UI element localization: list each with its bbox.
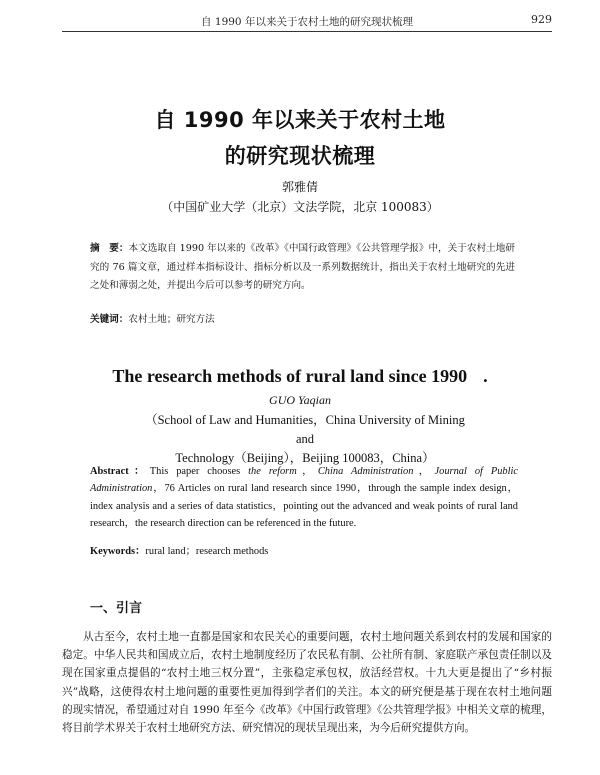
- en-abstract: [90, 463, 518, 532]
- en-abstract-journal1: the reform: [248, 466, 297, 477]
- en-title: [0, 366, 600, 387]
- en-affiliation-line1: （School of Law and Humanities，China University of Mining and: [145, 413, 465, 446]
- cn-affiliation: （中国矿业大学（北京）文法学院，北京 100083）: [161, 200, 439, 214]
- en-abstract-sep2: ，: [413, 466, 435, 477]
- en-author: GUO Yaqian: [269, 393, 331, 407]
- cn-abstract: [90, 240, 515, 296]
- en-abstract-journal2: China Administration: [317, 466, 414, 477]
- cn-keywords-text: 农村土地；研究方法: [128, 314, 215, 325]
- section-heading: 一、引言: [90, 601, 143, 616]
- en-abstract-sep1: ，: [296, 466, 318, 477]
- body-paragraph: 从古至今，农村土地一直都是国家和农民关心的重要问题，农村土地问题关系到农村的发展和国家的稳定。中华人民共和国成立后，农村土地制度经历了农民私有制、公社所有制、家庭联产承包责任制以及现在国家重点提倡的“农村土地三权分置”，主张稳定承包权，放活经营权。十九大更是提出了“乡村振兴”战略，这使得农村土地问题的重要性更加得到学者们的关注。本文的研究便是基于现在农村土地问题的现实情况，希望通过对自 1990 年至今《改革》《中国行政管理》《公共管理学报》中相关文章的梳理，将目前学术界关于农村土地研究方法、研究情况的现状呈现出来，为今后研究提供方向。: [62, 631, 552, 735]
- cn-abstract-text: 本文选取自 1990 年以来的《改革》《中国行政管理》《公共管理学报》中，关于农村土地研究的 76 篇文章，通过样本指标设计、指标分析以及一系列数据统计，指出关于农村土地研究的先进之处和薄弱之处，并提出今后可以参考的研究方向。: [90, 243, 515, 291]
- cn-keywords-label: 关键词：: [90, 314, 129, 325]
- en-affiliation: [140, 411, 470, 468]
- en-abstract-label: Abstract：: [90, 466, 150, 477]
- cn-title-line1: 自 1990 年以来关于农村土地: [154, 108, 446, 132]
- en-keywords: [90, 543, 518, 560]
- en-title-mark: .: [483, 366, 488, 386]
- en-abstract-part2: ，76 Articles on rural land research since 1990，through the sample index design，index analysis and a series of data statistics，pointing out the advanced and weak points of rural land research，the research direction can be referenced in the future.: [90, 483, 518, 529]
- page-number: 929: [531, 13, 552, 26]
- en-abstract-journal3: Journal of Public Administration: [90, 466, 518, 495]
- header-rule: [62, 31, 552, 32]
- en-keywords-text: rural land；research methods: [145, 546, 269, 557]
- running-head-title: 自 1990 年以来关于农村土地的研究现状梳理: [201, 16, 413, 28]
- cn-title-line2: 的研究现状梳理: [224, 144, 376, 168]
- running-head: [62, 12, 552, 30]
- en-keywords-label: Keywords：: [90, 546, 146, 557]
- en-affiliation-line2: Technology（Beijing），Beijing 100083，China）: [175, 451, 435, 465]
- cn-keywords: [90, 311, 515, 329]
- cn-author: 郭雅倩: [281, 180, 318, 194]
- cn-abstract-label: 摘 要：: [90, 243, 129, 254]
- en-title-text: The research methods of rural land since 1990: [112, 366, 468, 386]
- en-abstract-part1: This paper chooses: [149, 466, 249, 477]
